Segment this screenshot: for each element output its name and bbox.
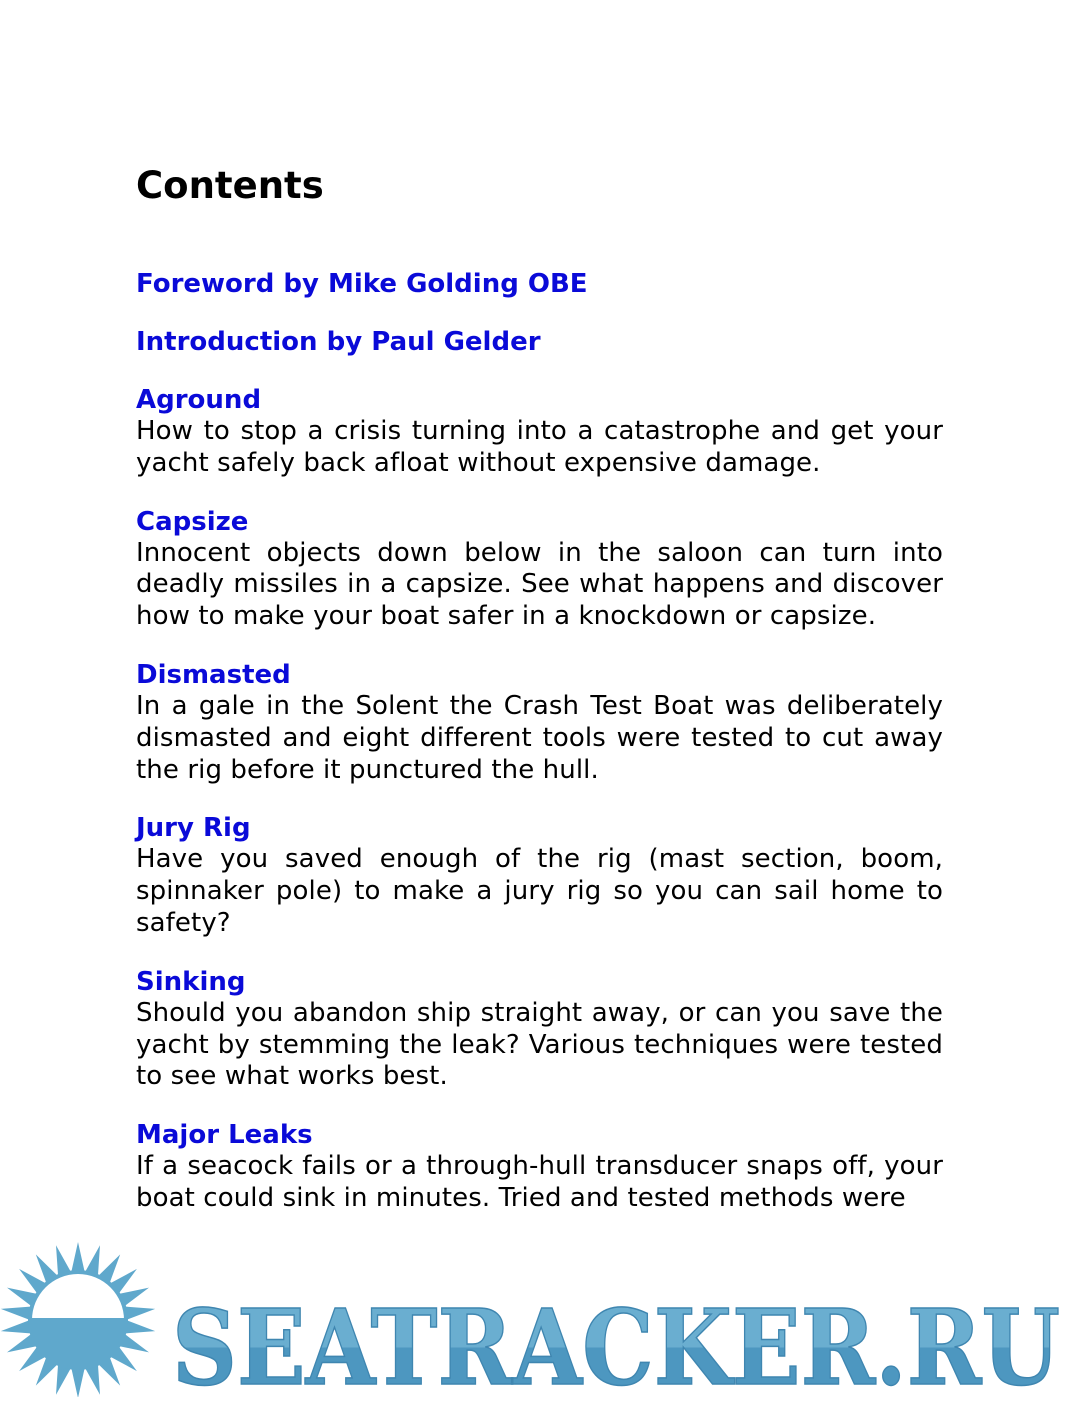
toc-description-aground: How to stop a crisis turning into a catastrophe and get your yacht safely back afloat without expensive damage. <box>136 416 943 478</box>
toc-link-dismasted[interactable]: Dismasted <box>136 659 291 690</box>
toc-link-jury-rig[interactable]: Jury Rig <box>136 813 251 844</box>
toc-link-sinking[interactable]: Sinking <box>136 966 246 997</box>
watermark-graphic <box>0 1236 1080 1397</box>
toc-description-major-leaks: If a seacock fails or a through-hull transducer snaps off, your boat could sink in minutes. Tried and tested methods were <box>136 1151 943 1212</box>
toc-entry-introduction <box>136 326 943 358</box>
toc-link-capsize[interactable]: Capsize <box>136 506 249 537</box>
toc-entry-aground <box>136 384 943 480</box>
sun-over-sea-icon <box>1 1242 155 1397</box>
toc-description-jury-rig: Have you saved enough of the rig (mast section, boom, spinnaker pole) to make a jury rig so you can sail home to safety? <box>136 844 943 938</box>
watermark <box>0 1236 1080 1397</box>
toc-entry-foreword <box>136 268 943 300</box>
toc-description-dismasted: In a gale in the Solent the Crash Test Boat was deliberately dismasted and eight different tools were tested to cut away the rig before it punctured the hull. <box>136 690 943 785</box>
toc-description-capsize: Innocent objects down below in the saloon can turn into deadly missiles in a capsize. See what happens and discover how to make your boat safer in a knockdown or capsize. <box>136 537 943 632</box>
toc-link-major-leaks[interactable]: Major Leaks <box>136 1120 313 1151</box>
toc-entry-jury-rig <box>136 812 943 939</box>
toc-entry-dismasted <box>136 659 943 786</box>
toc-link-introduction[interactable]: Introduction by Paul Gelder <box>136 327 541 357</box>
toc-entry-capsize <box>136 506 943 633</box>
toc-entry-sinking <box>136 966 943 1093</box>
toc-link-aground[interactable]: Aground <box>136 385 262 415</box>
toc-entry-major-leaks <box>136 1119 943 1212</box>
toc-description-sinking: Should you abandon ship straight away, or can you save the yacht by stemming the leak? Various techniques were tested to see what works best. <box>136 997 943 1092</box>
contents-page <box>136 160 943 1212</box>
page-title: Contents <box>136 164 324 207</box>
watermark-text: SEATRACKER.RU <box>172 1286 1060 1397</box>
toc-link-foreword[interactable]: Foreword by Mike Golding OBE <box>136 269 588 299</box>
